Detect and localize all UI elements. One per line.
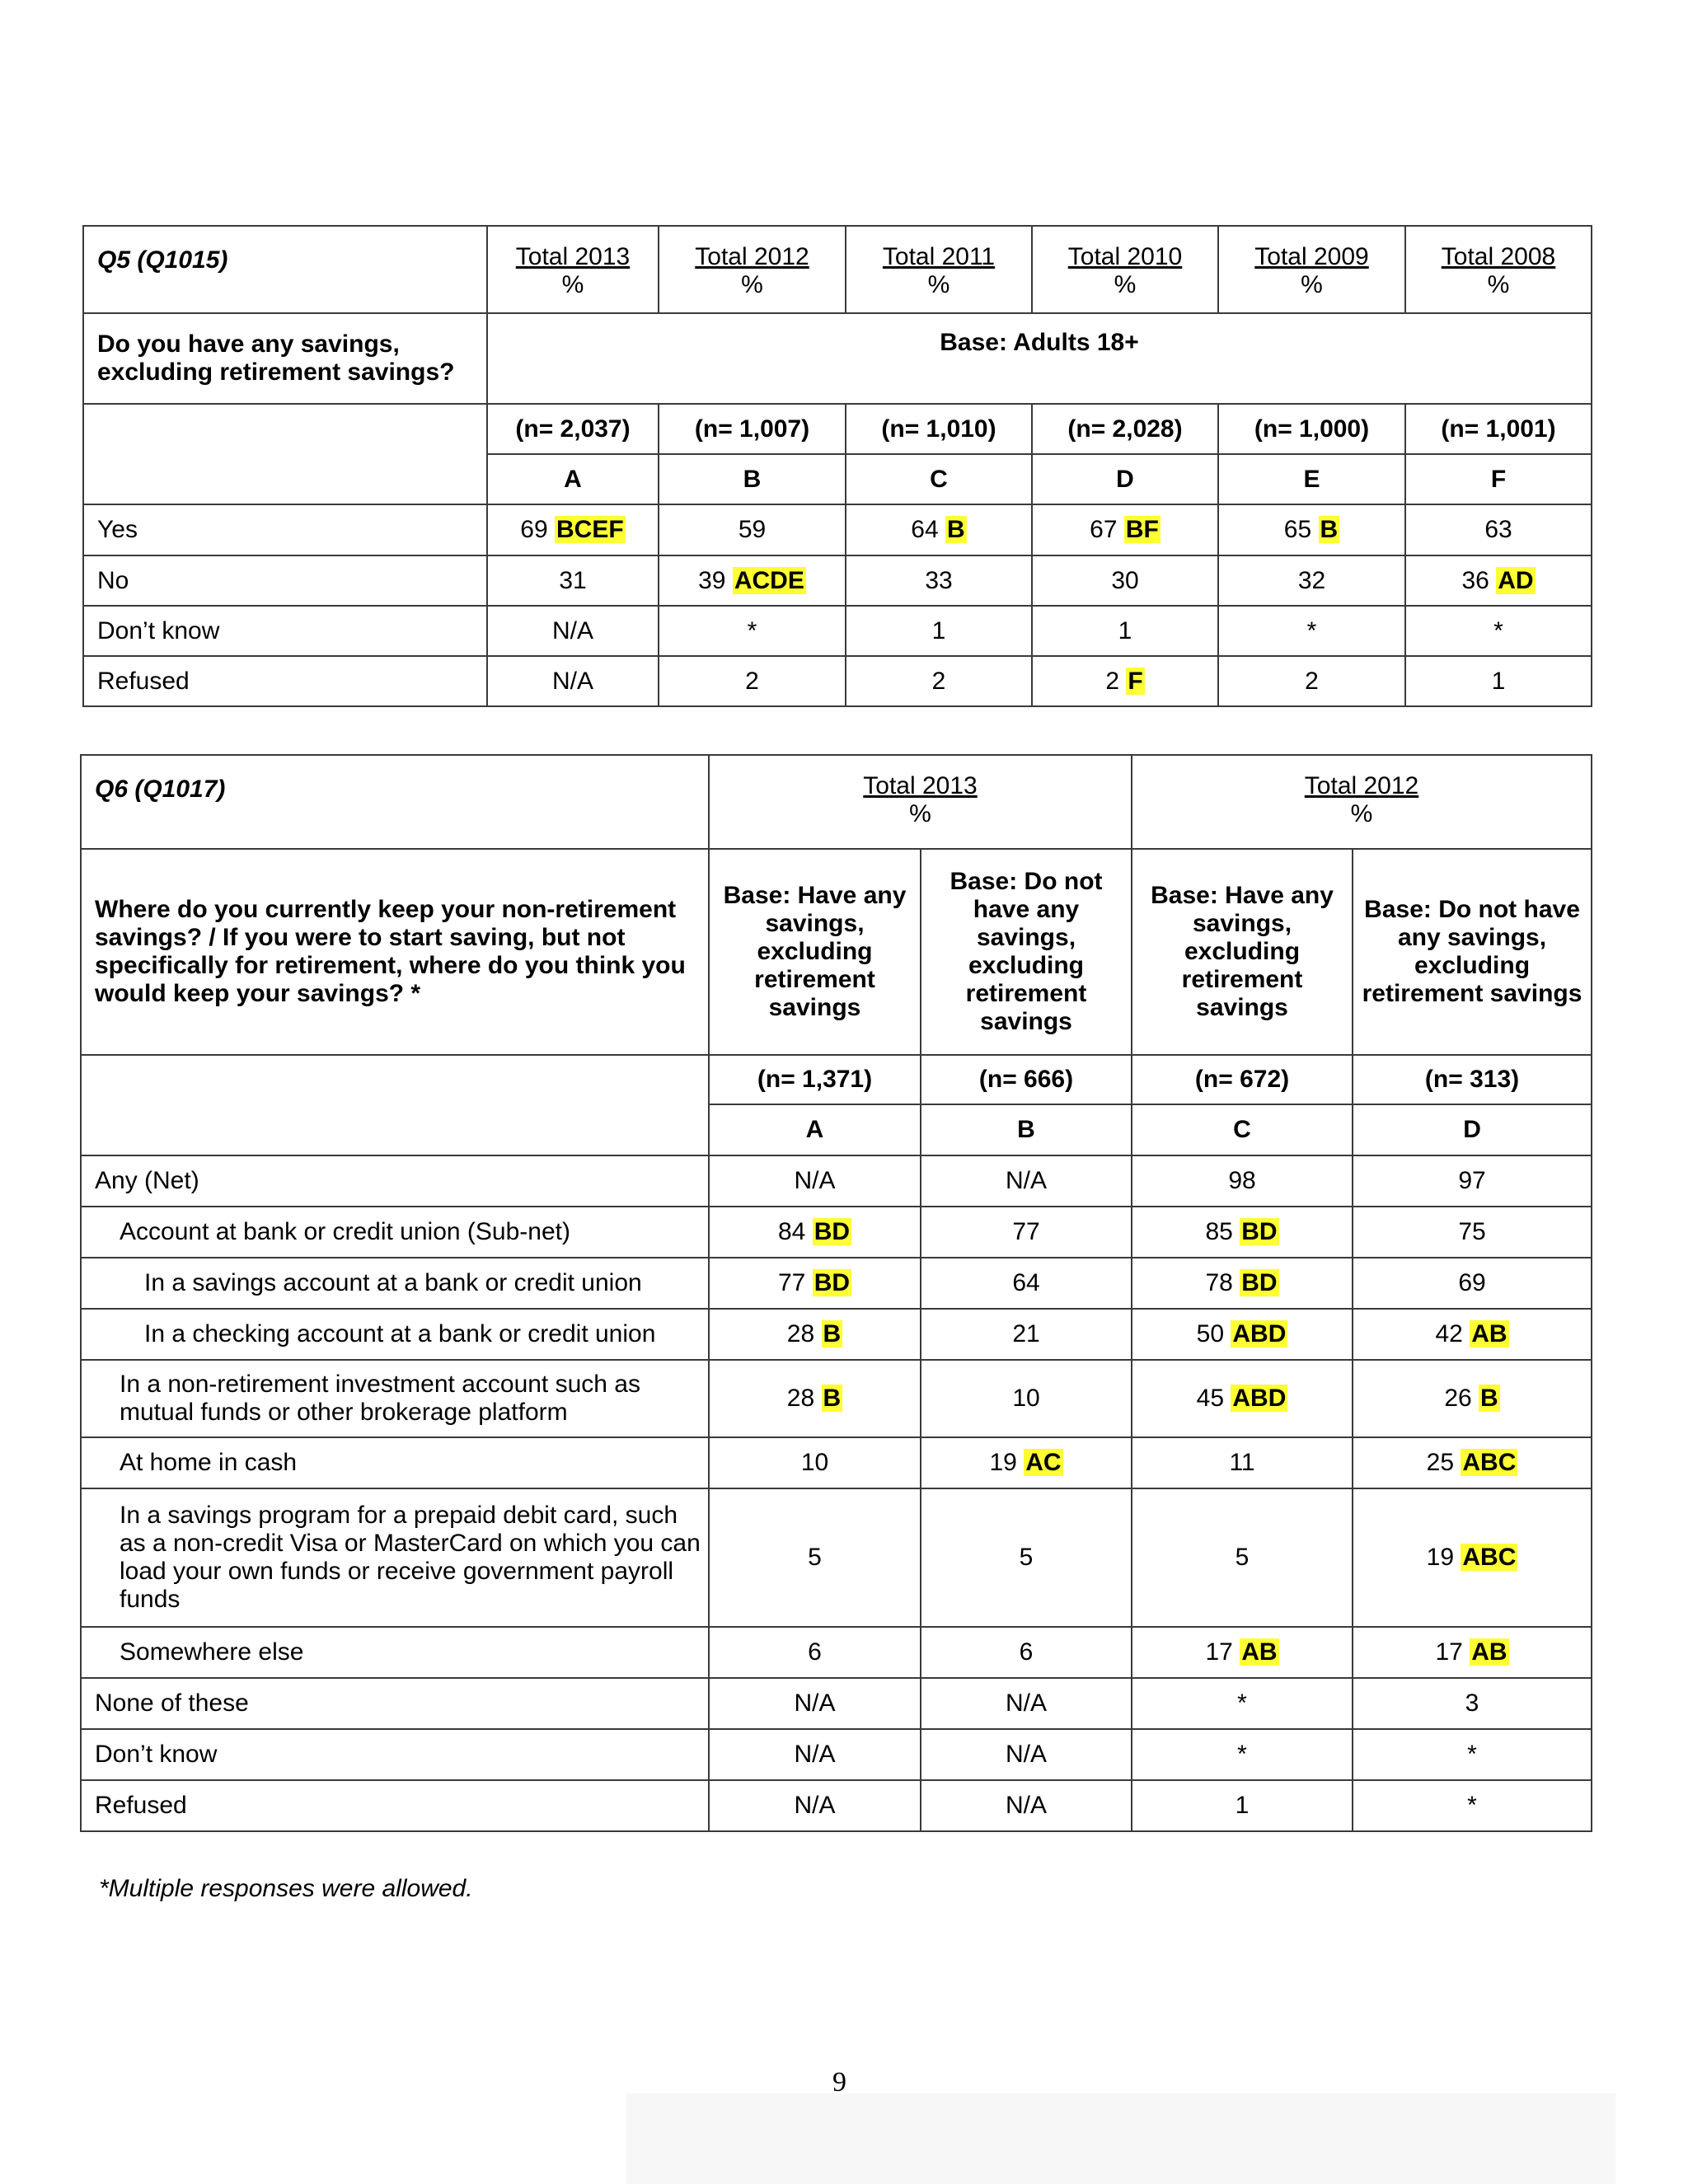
- q6-question: Where do you currently keep your non-retirement savings? / If you were to start saving, but not specifically for retirement, where do you think you would keep your savings? *: [81, 849, 709, 1055]
- cell-value: 36: [1461, 566, 1489, 594]
- q6-code: Q6 (Q1017): [81, 755, 709, 849]
- data-cell: [709, 1780, 921, 1831]
- data-cell: [1218, 504, 1405, 555]
- cell-value: 5: [1235, 1544, 1250, 1571]
- row-label: Don’t know: [83, 606, 487, 656]
- q6-header-row: [81, 755, 1592, 849]
- cell-value: 33: [925, 566, 953, 594]
- q5-n: (n= 1,010): [846, 404, 1032, 454]
- data-cell: [487, 656, 659, 706]
- q5-n-row: [83, 404, 1592, 454]
- q5-code: Q5 (Q1015): [83, 226, 487, 313]
- row-label: In a savings program for a prepaid debit card, such as a non-credit Visa or MasterCard on which you can load your own funds or receive government payroll funds: [81, 1488, 709, 1627]
- q5-col-header: Total 2013 %: [487, 226, 659, 313]
- data-cell: [1353, 1678, 1592, 1729]
- row-label: Account at bank or credit union (Sub-net): [81, 1207, 709, 1258]
- data-cell: [1032, 504, 1218, 555]
- cell-value: 6: [1019, 1638, 1034, 1666]
- data-cell: [659, 504, 846, 555]
- cell-value: N/A: [551, 667, 593, 695]
- q5-base: Base: Adults 18+: [487, 313, 1592, 404]
- data-cell: [1353, 1258, 1592, 1309]
- row-label: In a non-retirement investment account such as mutual funds or other brokerage platform: [81, 1360, 709, 1437]
- data-cell: [846, 504, 1032, 555]
- cell-value: N/A: [794, 1741, 836, 1768]
- q5-letter: D: [1032, 454, 1218, 504]
- table-row: [81, 1360, 1592, 1437]
- data-cell: [709, 1488, 921, 1627]
- data-cell: [1405, 656, 1592, 706]
- row-label: In a checking account at a bank or credit union: [81, 1309, 709, 1360]
- table-row: [81, 1627, 1592, 1678]
- data-cell: [709, 1627, 921, 1678]
- cell-value: 42: [1435, 1320, 1463, 1347]
- significance-letters: AC: [1025, 1449, 1062, 1476]
- data-cell: [921, 1258, 1132, 1309]
- data-cell: [1353, 1627, 1592, 1678]
- row-label: Yes: [83, 504, 487, 555]
- row-label: No: [83, 555, 487, 606]
- significance-letters: ABC: [1462, 1449, 1517, 1476]
- data-cell: [1353, 1488, 1592, 1627]
- data-cell: [1218, 606, 1405, 656]
- cell-value: 78: [1205, 1269, 1233, 1296]
- table-row: [83, 656, 1592, 706]
- q5-n: (n= 1,007): [659, 404, 846, 454]
- q5-letter: A: [487, 454, 659, 504]
- significance-letters: B: [823, 1385, 842, 1412]
- cell-value: *: [1467, 1792, 1477, 1819]
- significance-letters: AD: [1498, 566, 1534, 594]
- data-cell: [1132, 1207, 1353, 1258]
- q5-col-header: Total 2010 %: [1032, 226, 1218, 313]
- data-cell: [1132, 1678, 1353, 1729]
- data-cell: [1132, 1258, 1353, 1309]
- data-cell: [1353, 1207, 1592, 1258]
- cell-value: 2: [931, 667, 946, 695]
- q6-question-row: [81, 849, 1592, 1055]
- cell-value: N/A: [794, 1167, 836, 1194]
- q6-n-row: [81, 1055, 1592, 1104]
- data-cell: [709, 1678, 921, 1729]
- data-cell: [1132, 1437, 1353, 1488]
- cell-value: 1: [1235, 1792, 1250, 1819]
- cell-value: 50: [1196, 1320, 1225, 1347]
- cell-value: 67: [1090, 516, 1118, 543]
- cell-value: 17: [1205, 1638, 1233, 1666]
- q5-n: (n= 1,001): [1405, 404, 1592, 454]
- data-cell: [921, 1155, 1132, 1207]
- cell-value: 63: [1484, 516, 1512, 543]
- significance-letters: BD: [814, 1269, 851, 1296]
- cell-value: 77: [1012, 1218, 1040, 1245]
- cell-value: 45: [1196, 1385, 1225, 1412]
- data-cell: [1032, 656, 1218, 706]
- data-cell: [1218, 555, 1405, 606]
- q6-base: Base: Do not have any savings, excluding retirement savings: [921, 849, 1132, 1055]
- row-label: None of these: [81, 1678, 709, 1729]
- cell-value: N/A: [1006, 1792, 1048, 1819]
- row-label: Refused: [81, 1780, 709, 1831]
- data-cell: [1353, 1309, 1592, 1360]
- q5-letter: C: [846, 454, 1032, 504]
- cell-value: 59: [738, 516, 767, 543]
- cell-value: N/A: [794, 1792, 836, 1819]
- table-row: [81, 1780, 1592, 1831]
- cell-value: 65: [1283, 516, 1312, 543]
- q5-col-header: Total 2008 %: [1405, 226, 1592, 313]
- q6-n: (n= 313): [1353, 1055, 1592, 1104]
- cell-value: 69: [520, 516, 548, 543]
- data-cell: [659, 606, 846, 656]
- cell-value: *: [747, 616, 757, 644]
- significance-letters: AB: [1241, 1638, 1278, 1666]
- data-cell: [1353, 1729, 1592, 1780]
- q5-question: Do you have any savings, excluding retirement savings?: [83, 313, 487, 404]
- data-cell: [921, 1437, 1132, 1488]
- q6-letter: C: [1132, 1104, 1353, 1155]
- data-cell: [659, 555, 846, 606]
- data-cell: [1353, 1780, 1592, 1831]
- significance-letters: B: [823, 1320, 842, 1347]
- data-cell: [846, 555, 1032, 606]
- significance-letters: ABD: [1232, 1320, 1287, 1347]
- data-cell: [1405, 606, 1592, 656]
- data-cell: [1132, 1155, 1353, 1207]
- row-label: Any (Net): [81, 1155, 709, 1207]
- significance-letters: BCEF: [556, 516, 624, 543]
- table-row: [81, 1437, 1592, 1488]
- cell-value: 28: [786, 1320, 815, 1347]
- data-cell: [1353, 1437, 1592, 1488]
- data-cell: [921, 1780, 1132, 1831]
- page-number: 9: [832, 2067, 846, 2097]
- data-cell: [921, 1488, 1132, 1627]
- footnote: *Multiple responses were allowed.: [99, 1875, 473, 1902]
- data-cell: [1132, 1360, 1353, 1437]
- q6-letter: B: [921, 1104, 1132, 1155]
- data-cell: [709, 1360, 921, 1437]
- table-row: [81, 1309, 1592, 1360]
- significance-letters: ACDE: [734, 566, 804, 594]
- q5-col-header: Total 2011 %: [846, 226, 1032, 313]
- row-label: Somewhere else: [81, 1627, 709, 1678]
- q5-n: (n= 2,037): [487, 404, 659, 454]
- cell-value: 97: [1458, 1167, 1486, 1194]
- q5-empty-cell: [83, 404, 487, 504]
- data-cell: [1353, 1155, 1592, 1207]
- q5-n: (n= 2,028): [1032, 404, 1218, 454]
- significance-letters: ABD: [1232, 1385, 1287, 1412]
- data-cell: [709, 1309, 921, 1360]
- q6-empty-cell: [81, 1055, 709, 1155]
- cell-value: 64: [911, 516, 939, 543]
- data-cell: [1405, 555, 1592, 606]
- cell-value: N/A: [1006, 1690, 1048, 1717]
- cell-value: N/A: [794, 1690, 836, 1717]
- data-cell: [921, 1729, 1132, 1780]
- significance-letters: AB: [1471, 1638, 1507, 1666]
- q5-n: (n= 1,000): [1218, 404, 1405, 454]
- row-label: At home in cash: [81, 1437, 709, 1488]
- data-cell: [1032, 555, 1218, 606]
- q6-body: [81, 1155, 1592, 1831]
- cell-value: 25: [1426, 1449, 1455, 1476]
- page-shade: [626, 2093, 1615, 2184]
- cell-value: 17: [1435, 1638, 1463, 1666]
- cell-value: 26: [1444, 1385, 1472, 1412]
- table-row: [81, 1729, 1592, 1780]
- data-cell: [1132, 1488, 1353, 1627]
- data-cell: [1132, 1780, 1353, 1831]
- data-cell: [709, 1437, 921, 1488]
- q6-base: Base: Have any savings, excluding retirement savings: [709, 849, 921, 1055]
- significance-letters: F: [1128, 667, 1143, 695]
- cell-value: 2: [1305, 667, 1319, 695]
- data-cell: [709, 1207, 921, 1258]
- cell-value: 21: [1012, 1320, 1040, 1347]
- q6-group-header: Total 2013 %: [709, 755, 1132, 849]
- q5-header-row: [83, 226, 1592, 313]
- row-label: Refused: [83, 656, 487, 706]
- q5-question-row: [83, 313, 1592, 404]
- cell-value: 64: [1012, 1269, 1040, 1296]
- table-row: [83, 504, 1592, 555]
- cell-value: 77: [777, 1269, 806, 1296]
- significance-letters: B: [947, 516, 965, 543]
- cell-value: 85: [1205, 1218, 1233, 1245]
- cell-value: 10: [1012, 1385, 1040, 1412]
- data-cell: [709, 1258, 921, 1309]
- cell-value: 39: [698, 566, 726, 594]
- q6-group-header: Total 2012 %: [1132, 755, 1592, 849]
- data-cell: [1132, 1309, 1353, 1360]
- cell-value: 28: [786, 1385, 815, 1412]
- cell-value: 84: [777, 1218, 806, 1245]
- q6-table: [80, 754, 1592, 1832]
- q5-col-header: Total 2009 %: [1218, 226, 1405, 313]
- data-cell: [846, 656, 1032, 706]
- cell-value: 5: [1019, 1544, 1034, 1571]
- q6-base: Base: Do not have any savings, excluding retirement savings: [1353, 849, 1592, 1055]
- data-cell: [921, 1678, 1132, 1729]
- cell-value: 98: [1228, 1167, 1256, 1194]
- cell-value: *: [1467, 1741, 1477, 1768]
- q5-letter: F: [1405, 454, 1592, 504]
- row-label: Don’t know: [81, 1729, 709, 1780]
- cell-value: 10: [800, 1449, 829, 1476]
- significance-letters: BD: [1241, 1269, 1278, 1296]
- data-cell: [487, 606, 659, 656]
- q5-table: [82, 225, 1592, 707]
- cell-value: 19: [1426, 1544, 1455, 1571]
- data-cell: [487, 555, 659, 606]
- q5-letter: B: [659, 454, 846, 504]
- table-row: [83, 606, 1592, 656]
- significance-letters: BD: [1241, 1218, 1278, 1245]
- cell-value: 6: [808, 1638, 822, 1666]
- cell-value: 1: [1491, 667, 1506, 695]
- cell-value: 5: [808, 1544, 822, 1571]
- cell-value: 3: [1465, 1690, 1479, 1717]
- significance-letters: BD: [814, 1218, 851, 1245]
- cell-value: 1: [931, 616, 946, 644]
- q6-n: (n= 1,371): [709, 1055, 921, 1104]
- data-cell: [659, 656, 846, 706]
- data-cell: [1353, 1360, 1592, 1437]
- q6-base: Base: Have any savings, excluding retirement savings: [1132, 849, 1353, 1055]
- data-cell: [709, 1155, 921, 1207]
- cell-value: 11: [1229, 1449, 1255, 1476]
- cell-value: *: [1237, 1690, 1247, 1717]
- cell-value: 75: [1458, 1218, 1486, 1245]
- cell-value: 69: [1458, 1269, 1486, 1296]
- data-cell: [921, 1360, 1132, 1437]
- q5-letter: E: [1218, 454, 1405, 504]
- data-cell: [1405, 504, 1592, 555]
- significance-letters: B: [1320, 516, 1339, 543]
- data-cell: [1132, 1729, 1353, 1780]
- table-row: [81, 1155, 1592, 1207]
- cell-value: 1: [1118, 616, 1132, 644]
- table-row: [81, 1488, 1592, 1627]
- table-row: [81, 1678, 1592, 1729]
- cell-value: 32: [1297, 566, 1326, 594]
- q6-letter: D: [1353, 1104, 1592, 1155]
- data-cell: [921, 1627, 1132, 1678]
- cell-value: *: [1306, 616, 1317, 644]
- data-cell: [921, 1207, 1132, 1258]
- q5-body: [83, 504, 1592, 706]
- cell-value: 30: [1111, 566, 1139, 594]
- cell-value: N/A: [551, 616, 593, 644]
- data-cell: [709, 1729, 921, 1780]
- data-cell: [1132, 1627, 1353, 1678]
- cell-value: *: [1493, 616, 1503, 644]
- cell-value: 31: [559, 566, 587, 594]
- data-cell: [1218, 656, 1405, 706]
- q6-n: (n= 672): [1132, 1055, 1353, 1104]
- cell-value: N/A: [1006, 1167, 1048, 1194]
- data-cell: [487, 504, 659, 555]
- significance-letters: BF: [1125, 516, 1159, 543]
- q6-letter: A: [709, 1104, 921, 1155]
- significance-letters: B: [1480, 1385, 1498, 1412]
- data-cell: [921, 1309, 1132, 1360]
- cell-value: *: [1237, 1741, 1247, 1768]
- significance-letters: ABC: [1462, 1544, 1517, 1571]
- significance-letters: AB: [1471, 1320, 1507, 1347]
- q6-n: (n= 666): [921, 1055, 1132, 1104]
- q5-col-header: Total 2012 %: [659, 226, 846, 313]
- data-cell: [1032, 606, 1218, 656]
- table-row: [81, 1258, 1592, 1309]
- row-label: In a savings account at a bank or credit union: [81, 1258, 709, 1309]
- cell-value: 2: [745, 667, 759, 695]
- data-cell: [846, 606, 1032, 656]
- table-row: [81, 1207, 1592, 1258]
- cell-value: 2: [1105, 667, 1119, 695]
- cell-value: 19: [989, 1449, 1017, 1476]
- cell-value: N/A: [1006, 1741, 1048, 1768]
- table-row: [83, 555, 1592, 606]
